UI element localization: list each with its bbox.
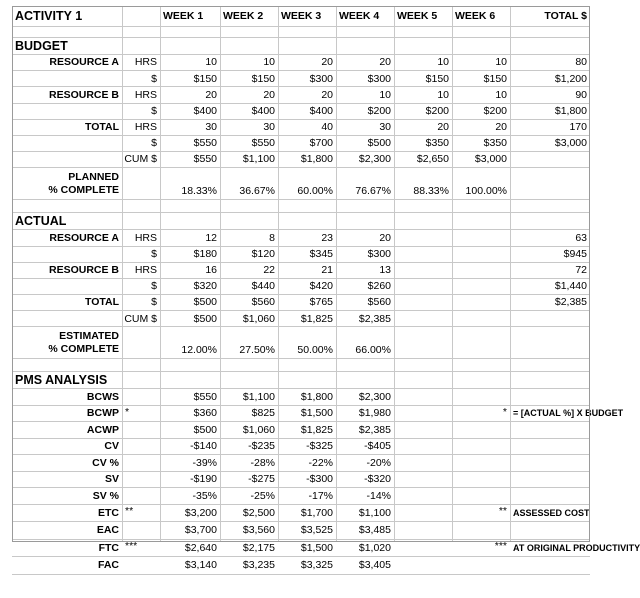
- planned-percent[interactable]: 88.33%: [413, 184, 449, 197]
- value-cell[interactable]: $1,100: [358, 506, 391, 519]
- note-marker[interactable]: *: [502, 405, 507, 418]
- estimated-percent[interactable]: 66.00%: [355, 343, 391, 356]
- value-cell[interactable]: $1,700: [300, 506, 333, 519]
- value-cell[interactable]: $320: [193, 280, 217, 293]
- note-text[interactable]: ASSESSED COST: [513, 507, 590, 518]
- row-label[interactable]: [12, 279, 122, 294]
- value-cell[interactable]: $1,100: [242, 390, 275, 403]
- value-cell[interactable]: 10: [437, 88, 449, 101]
- value-cell[interactable]: -$405: [364, 440, 391, 453]
- value-cell[interactable]: $440: [251, 280, 275, 293]
- value-cell[interactable]: $3,560: [242, 524, 275, 537]
- row-label[interactable]: [12, 311, 122, 326]
- value-cell[interactable]: $560: [367, 296, 391, 309]
- note-marker[interactable]: [452, 439, 510, 455]
- row-label[interactable]: TOTAL: [84, 121, 119, 134]
- note-marker[interactable]: [452, 522, 510, 539]
- unit-label[interactable]: HRS: [134, 264, 157, 277]
- value-cell[interactable]: $1,800: [554, 104, 587, 117]
- value-cell[interactable]: 10: [379, 88, 391, 101]
- value-cell[interactable]: $550: [193, 153, 217, 166]
- unit-label[interactable]: $: [151, 280, 157, 293]
- footnote-marker[interactable]: [122, 439, 160, 455]
- metric-label[interactable]: FTC: [98, 541, 119, 554]
- value-cell[interactable]: $400: [193, 104, 217, 117]
- value-cell[interactable]: $2,640: [184, 541, 217, 554]
- actual-heading[interactable]: ACTUAL: [15, 214, 67, 229]
- note-marker[interactable]: **: [498, 504, 507, 517]
- grid-line: [160, 6, 161, 542]
- value-cell[interactable]: $350: [483, 137, 507, 150]
- unit-label[interactable]: $: [151, 137, 157, 150]
- note-text[interactable]: AT ORIGINAL PRODUCTIVITY: [513, 542, 640, 553]
- column-header-total[interactable]: TOTAL $: [544, 9, 587, 22]
- value-cell[interactable]: $300: [309, 72, 333, 85]
- footnote-marker[interactable]: **: [125, 504, 134, 517]
- value-cell[interactable]: $300: [367, 247, 391, 260]
- value-cell[interactable]: $945: [563, 247, 587, 260]
- value-cell[interactable]: 80: [575, 56, 587, 69]
- budget-row: [12, 136, 590, 152]
- value-cell[interactable]: $2,175: [242, 541, 275, 554]
- grid-line: [278, 6, 279, 542]
- pms-row-sv: [12, 472, 590, 489]
- value-cell[interactable]: [452, 279, 510, 294]
- planned-percent[interactable]: 60.00%: [297, 184, 333, 197]
- note-marker[interactable]: [452, 488, 510, 504]
- value-cell[interactable]: $550: [193, 137, 217, 150]
- section-heading-budget: [12, 38, 590, 55]
- column-header-week-6[interactable]: WEEK 6: [455, 9, 496, 22]
- value-cell[interactable]: 10: [437, 56, 449, 69]
- value-cell[interactable]: $150: [425, 72, 449, 85]
- actual-row: [12, 279, 590, 295]
- value-cell[interactable]: $350: [425, 137, 449, 150]
- spreadsheet: [12, 6, 640, 572]
- value-cell[interactable]: 20: [321, 88, 333, 101]
- value-cell[interactable]: 10: [205, 56, 217, 69]
- value-cell[interactable]: $500: [193, 296, 217, 309]
- planned-percent[interactable]: [510, 168, 590, 199]
- actual-row: [12, 311, 590, 327]
- pms-row-acwp: [12, 422, 590, 439]
- value-cell[interactable]: $300: [367, 72, 391, 85]
- footnote-marker[interactable]: [122, 488, 160, 504]
- value-cell[interactable]: 90: [575, 88, 587, 101]
- metric-label[interactable]: ACWP: [86, 423, 119, 436]
- value-cell[interactable]: $2,385: [358, 423, 391, 436]
- note-text[interactable]: = [ACTUAL %] X BUDGET: [513, 408, 624, 419]
- column-header-week-3[interactable]: WEEK 3: [281, 9, 322, 22]
- value-cell[interactable]: [510, 311, 590, 326]
- value-cell[interactable]: 63: [575, 231, 587, 244]
- grid-line: [220, 6, 221, 542]
- metric-label[interactable]: BCWP: [86, 407, 119, 420]
- actual-row: [12, 230, 590, 246]
- value-cell[interactable]: 30: [205, 121, 217, 134]
- value-cell[interactable]: [394, 247, 452, 262]
- value-cell[interactable]: $1,825: [300, 312, 333, 325]
- note-text[interactable]: [510, 455, 590, 471]
- value-cell[interactable]: 20: [321, 56, 333, 69]
- value-cell[interactable]: -$275: [248, 473, 275, 486]
- value-cell[interactable]: $360: [193, 407, 217, 420]
- grid-line: [510, 6, 511, 542]
- value-cell[interactable]: $1,060: [242, 423, 275, 436]
- value-cell[interactable]: $500: [193, 423, 217, 436]
- spacer-row: [12, 359, 590, 372]
- value-cell[interactable]: -14%: [366, 489, 391, 502]
- grid-line: [336, 6, 337, 542]
- footnote-marker[interactable]: [122, 472, 160, 488]
- value-cell[interactable]: $3,000: [474, 153, 507, 166]
- value-cell[interactable]: $3,000: [554, 137, 587, 150]
- row-label[interactable]: RESOURCE B: [48, 264, 119, 277]
- value-cell[interactable]: $1,100: [242, 153, 275, 166]
- value-cell[interactable]: 20: [379, 231, 391, 244]
- value-cell[interactable]: [452, 230, 510, 245]
- note-marker[interactable]: [452, 422, 510, 438]
- value-cell[interactable]: 20: [205, 88, 217, 101]
- value-cell[interactable]: $420: [309, 280, 333, 293]
- row-label[interactable]: TOTAL: [84, 296, 119, 309]
- footnote-marker[interactable]: [122, 522, 160, 539]
- budget-row: [12, 120, 590, 136]
- value-cell[interactable]: $200: [425, 104, 449, 117]
- value-cell[interactable]: -20%: [366, 456, 391, 469]
- row-label[interactable]: [12, 104, 122, 119]
- section-heading-actual: [12, 213, 590, 230]
- value-cell[interactable]: $1,060: [242, 312, 275, 325]
- spacer-row: [12, 27, 590, 38]
- planned-percent[interactable]: 18.33%: [181, 184, 217, 197]
- note-marker[interactable]: [452, 557, 510, 574]
- unit-label[interactable]: $: [151, 247, 157, 260]
- value-cell[interactable]: $3,325: [300, 559, 333, 572]
- actual-row: [12, 263, 590, 279]
- value-cell[interactable]: -$300: [306, 473, 333, 486]
- value-cell[interactable]: $550: [193, 390, 217, 403]
- budget-row: [12, 87, 590, 103]
- budget-heading[interactable]: BUDGET: [15, 38, 68, 53]
- budget-row: [12, 152, 590, 168]
- value-cell[interactable]: $700: [309, 137, 333, 150]
- row-label[interactable]: RESOURCE A: [49, 231, 119, 244]
- row-label[interactable]: RESOURCE B: [48, 88, 119, 101]
- metric-label[interactable]: BCWS: [86, 390, 119, 403]
- row-label[interactable]: [12, 136, 122, 151]
- estimated-percent[interactable]: [452, 327, 510, 358]
- footnote-marker[interactable]: [122, 389, 160, 405]
- pms-row-cv: [12, 439, 590, 456]
- section-heading-pms: [12, 372, 590, 389]
- budget-row: [12, 55, 590, 71]
- pms-row-bcws: [12, 389, 590, 406]
- note-text[interactable]: [510, 522, 590, 539]
- pms-row-ftc: [12, 539, 640, 558]
- value-cell[interactable]: $150: [193, 72, 217, 85]
- value-cell[interactable]: [452, 247, 510, 262]
- value-cell[interactable]: -25%: [250, 489, 275, 502]
- value-cell[interactable]: 22: [263, 264, 275, 277]
- pms-row-bcwp: [12, 405, 624, 423]
- note-text[interactable]: [510, 439, 590, 455]
- value-cell[interactable]: $120: [251, 247, 275, 260]
- planned-row: [12, 168, 590, 200]
- unit-label[interactable]: $: [151, 296, 157, 309]
- value-cell[interactable]: $260: [367, 280, 391, 293]
- metric-label[interactable]: CV %: [92, 456, 119, 469]
- planned-percent[interactable]: 76.67%: [355, 184, 391, 197]
- value-cell[interactable]: 170: [569, 121, 587, 134]
- value-cell[interactable]: 10: [495, 88, 507, 101]
- value-cell[interactable]: 20: [495, 121, 507, 134]
- value-cell[interactable]: $1,500: [300, 407, 333, 420]
- value-cell[interactable]: $400: [251, 104, 275, 117]
- value-cell[interactable]: 20: [263, 88, 275, 101]
- value-cell[interactable]: 20: [437, 121, 449, 134]
- value-cell[interactable]: $2,300: [358, 153, 391, 166]
- unit-label[interactable]: HRS: [134, 231, 157, 244]
- footnote-marker[interactable]: *: [125, 405, 130, 418]
- unit-label[interactable]: HRS: [134, 88, 157, 101]
- value-cell[interactable]: $1,500: [300, 541, 333, 554]
- grid-line: [452, 6, 453, 542]
- metric-label[interactable]: SV %: [92, 489, 119, 502]
- value-cell[interactable]: $550: [251, 137, 275, 150]
- estimated-label-line-2: % COMPLETE: [48, 342, 119, 355]
- value-cell[interactable]: 23: [321, 231, 333, 244]
- estimated-label[interactable]: [12, 327, 122, 358]
- pms-row-fac: [12, 557, 590, 575]
- value-cell[interactable]: $1,440: [554, 280, 587, 293]
- value-cell[interactable]: $200: [367, 104, 391, 117]
- footnote-marker[interactable]: [122, 557, 160, 574]
- estimated-row: [12, 327, 590, 359]
- value-cell[interactable]: $180: [193, 247, 217, 260]
- unit-label[interactable]: CUM $: [124, 312, 157, 325]
- value-cell[interactable]: -28%: [250, 456, 275, 469]
- value-cell[interactable]: [452, 263, 510, 278]
- value-cell[interactable]: -$235: [248, 440, 275, 453]
- note-marker[interactable]: [452, 389, 510, 405]
- metric-label[interactable]: FAC: [98, 559, 119, 572]
- column-header-week-2[interactable]: WEEK 2: [223, 9, 264, 22]
- footnote-marker[interactable]: ***: [125, 539, 138, 552]
- note-text[interactable]: [510, 488, 590, 504]
- spacer-row: [12, 200, 590, 213]
- note-text[interactable]: [510, 472, 590, 488]
- grid-line: [394, 6, 395, 542]
- value-cell[interactable]: $2,385: [554, 296, 587, 309]
- value-cell[interactable]: $1,800: [300, 390, 333, 403]
- footnote-marker[interactable]: [122, 422, 160, 438]
- value-cell[interactable]: $150: [483, 72, 507, 85]
- value-cell[interactable]: $560: [251, 296, 275, 309]
- value-cell[interactable]: -17%: [308, 489, 333, 502]
- value-cell[interactable]: $2,650: [416, 153, 449, 166]
- value-cell[interactable]: $1,980: [358, 407, 391, 420]
- value-cell[interactable]: 72: [575, 264, 587, 277]
- value-cell[interactable]: 40: [321, 121, 333, 134]
- note-marker[interactable]: [452, 455, 510, 471]
- value-cell[interactable]: 8: [269, 231, 275, 244]
- value-cell[interactable]: $150: [251, 72, 275, 85]
- note-text[interactable]: [510, 389, 590, 405]
- grid-line: [122, 6, 123, 542]
- actual-row: [12, 295, 590, 311]
- actual-row: [12, 247, 590, 263]
- value-cell[interactable]: [452, 311, 510, 326]
- value-cell[interactable]: [452, 295, 510, 310]
- value-cell[interactable]: $1,200: [554, 72, 587, 85]
- estimated-percent[interactable]: 50.00%: [297, 343, 333, 356]
- value-cell[interactable]: 20: [379, 56, 391, 69]
- value-cell[interactable]: -$190: [190, 473, 217, 486]
- row-label[interactable]: [12, 247, 122, 262]
- estimated-percent[interactable]: 27.50%: [239, 343, 275, 356]
- value-cell[interactable]: $1,825: [300, 423, 333, 436]
- metric-label[interactable]: CV: [104, 440, 119, 453]
- budget-row: [12, 104, 590, 120]
- value-cell[interactable]: $3,405: [358, 559, 391, 572]
- value-cell[interactable]: [394, 311, 452, 326]
- row-label[interactable]: [12, 71, 122, 86]
- value-cell[interactable]: $825: [251, 407, 275, 420]
- value-cell[interactable]: 10: [263, 56, 275, 69]
- value-cell[interactable]: $400: [309, 104, 333, 117]
- estimated-percent[interactable]: 12.00%: [181, 343, 217, 356]
- note-text[interactable]: [510, 422, 590, 438]
- value-cell[interactable]: [394, 263, 452, 278]
- value-cell[interactable]: 12: [205, 231, 217, 244]
- unit-label[interactable]: CUM $: [124, 153, 157, 166]
- estimated-percent[interactable]: [394, 327, 452, 358]
- planned-percent[interactable]: 100.00%: [465, 184, 507, 197]
- value-cell[interactable]: 13: [379, 264, 391, 277]
- row-label[interactable]: RESOURCE A: [49, 56, 119, 69]
- value-cell[interactable]: 21: [321, 264, 333, 277]
- value-cell[interactable]: [394, 295, 452, 310]
- value-cell[interactable]: $1,020: [358, 541, 391, 554]
- value-cell[interactable]: $3,235: [242, 559, 275, 572]
- value-cell[interactable]: $1,800: [300, 153, 333, 166]
- estimated-label-line-1: ESTIMATED: [59, 330, 119, 343]
- value-cell[interactable]: $3,485: [358, 524, 391, 537]
- budget-row: [12, 71, 590, 87]
- metric-label[interactable]: SV: [104, 473, 119, 486]
- value-cell[interactable]: $500: [193, 312, 217, 325]
- pms-row-eac: [12, 522, 590, 540]
- pms-row-sv: [12, 488, 590, 505]
- value-cell[interactable]: $765: [309, 296, 333, 309]
- column-header-week-1[interactable]: WEEK 1: [163, 9, 204, 22]
- unit-label[interactable]: $: [151, 104, 157, 117]
- note-marker[interactable]: ***: [494, 539, 507, 552]
- value-cell[interactable]: $2,300: [358, 390, 391, 403]
- value-cell[interactable]: $2,500: [242, 506, 275, 519]
- footnote-marker[interactable]: [122, 455, 160, 471]
- planned-label-line-1: PLANNED: [68, 171, 119, 184]
- value-cell[interactable]: 30: [263, 121, 275, 134]
- planned-label-line-2: % COMPLETE: [48, 183, 119, 196]
- sheet-title[interactable]: ACTIVITY 1: [15, 8, 83, 23]
- pms-row-cv: [12, 455, 590, 472]
- value-cell[interactable]: $3,525: [300, 524, 333, 537]
- value-cell[interactable]: [510, 152, 590, 167]
- pms-heading[interactable]: PMS ANALYSIS: [15, 373, 108, 388]
- value-cell[interactable]: $3,700: [184, 524, 217, 537]
- row-label[interactable]: [12, 152, 122, 167]
- value-cell[interactable]: $345: [309, 247, 333, 260]
- value-cell[interactable]: -22%: [308, 456, 333, 469]
- estimated-percent[interactable]: [510, 327, 590, 358]
- pms-row-etc: [12, 505, 590, 523]
- value-cell[interactable]: $2,385: [358, 312, 391, 325]
- metric-label[interactable]: ETC: [98, 506, 119, 519]
- note-marker[interactable]: [452, 472, 510, 488]
- value-cell[interactable]: [394, 279, 452, 294]
- value-cell[interactable]: -$325: [306, 440, 333, 453]
- value-cell[interactable]: $500: [367, 137, 391, 150]
- unit-label[interactable]: HRS: [134, 121, 157, 134]
- planned-label[interactable]: [12, 168, 122, 199]
- value-cell[interactable]: 10: [495, 56, 507, 69]
- value-cell[interactable]: $3,200: [184, 506, 217, 519]
- value-cell[interactable]: [394, 230, 452, 245]
- column-header-week-4[interactable]: WEEK 4: [339, 9, 380, 22]
- value-cell[interactable]: -$140: [190, 440, 217, 453]
- value-cell[interactable]: -35%: [192, 489, 217, 502]
- unit-label[interactable]: $: [151, 72, 157, 85]
- note-text[interactable]: [510, 557, 590, 574]
- value-cell[interactable]: -39%: [192, 456, 217, 469]
- header-row: [12, 6, 590, 27]
- value-cell[interactable]: $3,140: [184, 559, 217, 572]
- value-cell[interactable]: -$320: [364, 473, 391, 486]
- column-header-week-5[interactable]: WEEK 5: [397, 9, 438, 22]
- planned-percent[interactable]: 36.67%: [239, 184, 275, 197]
- metric-label[interactable]: EAC: [96, 524, 119, 537]
- value-cell[interactable]: 16: [205, 264, 217, 277]
- value-cell[interactable]: $200: [483, 104, 507, 117]
- value-cell[interactable]: 30: [379, 121, 391, 134]
- unit-label[interactable]: HRS: [134, 56, 157, 69]
